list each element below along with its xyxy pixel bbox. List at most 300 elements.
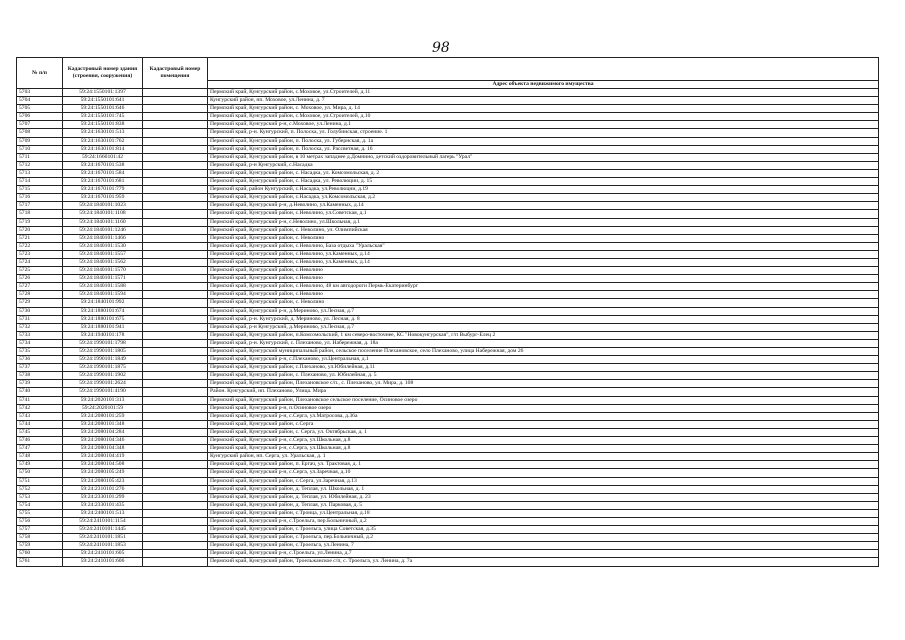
cadastral-number-building: 59:24:1840101:992 — [63, 299, 143, 307]
row-number: 5752 — [17, 485, 63, 493]
property-address: Пермский край, Кунгурский район, с.Насадка, ул.Комсомольская, д.2 — [208, 194, 879, 202]
property-address: Пермский край, Кунгурский район, с.Троельга, пер.Больничный, д.2 — [208, 534, 879, 542]
cadastral-number-building: 59:24:1840101:1557 — [63, 250, 143, 258]
property-address: Пермский край, Кунгурский район, с.Моховое, ул.Строителей, д.10 — [208, 113, 879, 121]
cadastral-number-room — [143, 299, 208, 307]
table-row — [17, 437, 879, 445]
table-row — [17, 412, 879, 420]
row-number: 5705 — [17, 105, 63, 113]
table-row — [17, 283, 879, 291]
cadastral-number-building: 59:24:2020101:313 — [63, 396, 143, 404]
row-number: 5750 — [17, 469, 63, 477]
cadastral-number-building: 59:24:2080105:249 — [63, 469, 143, 477]
cadastral-number-room — [143, 186, 208, 194]
cadastral-number-room — [143, 153, 208, 161]
cadastral-number-room — [143, 404, 208, 412]
table-row — [17, 267, 879, 275]
property-address: Пермский край, Кунгурский р-н, с.Плеханово, ул.Центральная, д.1 — [208, 356, 879, 364]
cadastral-number-building: 59:24:2410101:1154 — [63, 517, 143, 525]
table-row — [17, 339, 879, 347]
property-address: Пермский край, р-н. Кунгурский, с. Плеханово, ул. Набережная, д. 18а — [208, 339, 879, 347]
table-row — [17, 331, 879, 339]
table-row — [17, 315, 879, 323]
cadastral-number-room — [143, 412, 208, 420]
row-number: 5722 — [17, 242, 63, 250]
row-number: 5737 — [17, 364, 63, 372]
cadastral-number-room — [143, 234, 208, 242]
property-address: Пермский край, Кунгурский р-н, с.Неволино, ул.Школьная, д.1 — [208, 218, 879, 226]
property-address: Пермский край, Кунгурский р-н, с.Троельга, ул.Ленина, д.7 — [208, 550, 879, 558]
row-number: 5759 — [17, 542, 63, 550]
property-address: Пермский край, Кунгурский район, с. Насадка, ул. Комсомольская, д. 2 — [208, 169, 879, 177]
table-row — [17, 453, 879, 461]
cadastral-number-building: 59:24:2410101:1445 — [63, 526, 143, 534]
table-row — [17, 461, 879, 469]
row-number: 5711 — [17, 153, 63, 161]
cadastral-number-building: 59:24:1880101:674 — [63, 307, 143, 315]
cadastral-number-room — [143, 97, 208, 105]
cadastral-number-building: 59:24:1550101:838 — [63, 121, 143, 129]
table-row — [17, 485, 879, 493]
cadastral-number-room — [143, 420, 208, 428]
cadastral-number-room — [143, 89, 208, 97]
row-number: 5717 — [17, 202, 63, 210]
property-address: Пермский край, Кунгурский район, с.Неволино — [208, 267, 879, 275]
row-number: 5761 — [17, 558, 63, 566]
table-row — [17, 153, 879, 161]
cadastral-number-building: 59:24:2020101:59 — [63, 404, 143, 412]
table-row — [17, 105, 879, 113]
table-row — [17, 129, 879, 137]
row-number: 5758 — [17, 534, 63, 542]
property-address: Пермский край, р-н Кунгурский, с.Насадка — [208, 161, 879, 169]
cadastral-number-building: 59:24:1670101:681 — [63, 178, 143, 186]
property-address: Пермский край, р-н Кунгурский, д.Мериново, ул.Лесная, д.7 — [208, 323, 879, 331]
property-address: Район. Кунгурский, нп. Плеханово, Улица. Мира — [208, 388, 879, 396]
cadastral-number-building: 59:24:2080104:346 — [63, 437, 143, 445]
cadastral-number-building: 59:24:1630101:513 — [63, 129, 143, 137]
property-address: Пермский край, Кунгурский район, д. Теплая, ул. Юбилейная, д. 23 — [208, 493, 879, 501]
cadastral-number-building: 59:24:1990101:1875 — [63, 364, 143, 372]
table-row — [17, 445, 879, 453]
cadastral-number-building: 59:24:1840101:1562 — [63, 258, 143, 266]
property-address: Пермский край, Кунгурский район, Плехановское сельское поселение, Осиновое озеро — [208, 396, 879, 404]
property-address: Пермский край, Кунгурский район, п.Комсомольский, 1 км северо-восточнее, КС "Новокунгурская", г/п Выбург-Елец 2 — [208, 331, 879, 339]
row-number: 5760 — [17, 550, 63, 558]
header-cad-building: Кадастровый номер здания (строения, сооружения) — [63, 58, 143, 89]
row-number: 5736 — [17, 356, 63, 364]
cadastral-number-room — [143, 558, 208, 566]
cadastral-number-building: 59:24:1670101:538 — [63, 161, 143, 169]
cadastral-number-building: 59:24:1990101:1798 — [63, 339, 143, 347]
row-number: 5749 — [17, 461, 63, 469]
cadastral-number-building: 59:24:2080101:348 — [63, 420, 143, 428]
table-row — [17, 526, 879, 534]
header-num: № п/п — [17, 58, 63, 89]
table-row — [17, 404, 879, 412]
cadastral-number-building: 59:24:2080104:284 — [63, 428, 143, 436]
row-number: 5728 — [17, 291, 63, 299]
table-row — [17, 242, 879, 250]
property-address: Пермский край, Кунгурский район, с.Неволино, 48 км автодороги Пермь-Екатеринбург — [208, 283, 879, 291]
cadastral-number-room — [143, 493, 208, 501]
header-address: Адрес объекта недвижимого имущества — [208, 81, 879, 89]
row-number: 5708 — [17, 129, 63, 137]
table-row — [17, 509, 879, 517]
row-number: 5747 — [17, 445, 63, 453]
property-address: Пермский край, Кунгурский р-н, с.Серга, ул.Заречная, д.10 — [208, 469, 879, 477]
header-address-spacer — [208, 58, 879, 81]
cadastral-number-room — [143, 485, 208, 493]
cadastral-number-building: 59:24:1840101:1246 — [63, 226, 143, 234]
cadastral-number-building: 59:24:1670101:779 — [63, 186, 143, 194]
property-address: Пермский край, Кунгурский район, с.Моховое, ул.Строителей, д.11 — [208, 89, 879, 97]
cadastral-number-room — [143, 517, 208, 525]
table-row — [17, 291, 879, 299]
property-address: Кунгурский район, нп. Моховое, ул.Ленина, д. 7 — [208, 97, 879, 105]
property-address: Пермский край, Кунгурский район, с.Неволино — [208, 291, 879, 299]
table-row — [17, 428, 879, 436]
row-number: 5723 — [17, 250, 63, 258]
table-row — [17, 558, 879, 566]
cadastral-number-room — [143, 113, 208, 121]
cadastral-number-building: 59:24:2330101:299 — [63, 493, 143, 501]
row-number: 5725 — [17, 267, 63, 275]
row-number: 5710 — [17, 145, 63, 153]
table-row — [17, 145, 879, 153]
cadastral-number-building: 59:24:2410101:1853 — [63, 542, 143, 550]
table-row — [17, 501, 879, 509]
cadastral-number-room — [143, 178, 208, 186]
row-number: 5703 — [17, 89, 63, 97]
row-number: 5735 — [17, 348, 63, 356]
cadastral-number-building: 59:24:1880101:941 — [63, 323, 143, 331]
cadastral-number-building: 59:24:2080104:419 — [63, 453, 143, 461]
cadastral-number-building: 59:24:1840101:1588 — [63, 283, 143, 291]
property-address: Пермский край, Кунгурский р-н, с.Троельга, пер.Больничный, д.2 — [208, 517, 879, 525]
table-row — [17, 372, 879, 380]
cadastral-number-building: 59:24:2080105:423 — [63, 477, 143, 485]
cadastral-number-room — [143, 331, 208, 339]
row-number: 5716 — [17, 194, 63, 202]
cadastral-number-room — [143, 218, 208, 226]
property-address: Пермский край, р-н. Кунгурский, п. Полоска, ул. Голубинская, строение. 1 — [208, 129, 879, 137]
row-number: 5757 — [17, 526, 63, 534]
row-number: 5732 — [17, 323, 63, 331]
cadastral-number-room — [143, 477, 208, 485]
cadastral-number-room — [143, 437, 208, 445]
cadastral-number-room — [143, 461, 208, 469]
property-address: Пермский край, Кунгурский район, п. Ергач, ул. Трактовая, д. 1 — [208, 461, 879, 469]
table-row — [17, 178, 879, 186]
table-row — [17, 364, 879, 372]
cadastral-number-room — [143, 445, 208, 453]
table-row — [17, 550, 879, 558]
property-address: Пермский край, Кунгурский район, с.Серга — [208, 420, 879, 428]
table-row — [17, 307, 879, 315]
table-row — [17, 121, 879, 129]
property-address: Пермский край, Кунгурский район, п. Полоска, ул. Рассветная, д. 16 — [208, 145, 879, 153]
cadastral-number-building: 59:24:1550101:745 — [63, 113, 143, 121]
property-address: Пермский край, Кунгурский район, с.Неволино, ул.Каменных, д.14 — [208, 258, 879, 266]
table-row — [17, 89, 879, 97]
row-number: 5726 — [17, 275, 63, 283]
property-address: Пермский край, Кунгурский р-н, д.Неволино, ул.Каменных, д.14 — [208, 202, 879, 210]
cadastral-number-room — [143, 242, 208, 250]
cadastral-number-building: 59:24:1550101:641 — [63, 97, 143, 105]
property-address: Пермский край, Кунгурский р-н, д.Мериново, ул.Лесная, д.7 — [208, 307, 879, 315]
cadastral-number-room — [143, 194, 208, 202]
row-number: 5751 — [17, 477, 63, 485]
row-number: 5745 — [17, 428, 63, 436]
cadastral-number-building: 59:24:2330101:435 — [63, 501, 143, 509]
property-address: Пермский край, р-н. Кунгурский, д. Мериново, ул. Лесная, д. 8 — [208, 315, 879, 323]
row-number: 5755 — [17, 509, 63, 517]
cadastral-number-room — [143, 348, 208, 356]
cadastral-number-room — [143, 550, 208, 558]
row-number: 5715 — [17, 186, 63, 194]
property-address: Пермский край, Кунгурский р-н, с.Серга, ул.Матросова, д.36а — [208, 412, 879, 420]
property-address: Пермский край, Кунгурский район, д. Теплая, ул. Парковая, д. 5 — [208, 501, 879, 509]
property-address: Пермский край, Кунгурский район, с.Троельга, ул.Ленина, 7 — [208, 542, 879, 550]
cadastral-number-room — [143, 307, 208, 315]
cadastral-number-room — [143, 364, 208, 372]
row-number: 5730 — [17, 307, 63, 315]
property-address: Пермский край, Кунгурский район, с.Троица, ул.Центральная, д.18 — [208, 509, 879, 517]
table-row — [17, 234, 879, 242]
cadastral-number-building: 59:24:1940101:178 — [63, 331, 143, 339]
table-row — [17, 218, 879, 226]
table-row — [17, 348, 879, 356]
cadastral-number-room — [143, 275, 208, 283]
page-number: 98 — [432, 40, 450, 56]
row-number: 5709 — [17, 137, 63, 145]
table-row — [17, 477, 879, 485]
table-row — [17, 534, 879, 542]
cadastral-number-building: 59:24:1990101:1805 — [63, 348, 143, 356]
property-address: Пермский край, Кунгурский район, с.Неволино, ул.Каменных, д.14 — [208, 250, 879, 258]
property-address: Кунгурский район, нп. Серга, ул. Уральская, д. 1 — [208, 453, 879, 461]
property-address: Пермский край, Кунгурский район, с.Троельга, улица Советская, д.35 — [208, 526, 879, 534]
property-address: Пермский край, Кунгурский район, в 10 метрах западнее д.Домнино, детский оздоровительный лагерь "Урал" — [208, 153, 879, 161]
table-row — [17, 250, 879, 258]
cadastral-number-room — [143, 161, 208, 169]
table-row — [17, 493, 879, 501]
property-address: Пермский край, Кунгурский район, с. Моховое, ул. Мира, д. 14 — [208, 105, 879, 113]
row-number: 5718 — [17, 210, 63, 218]
cadastral-number-building: 59:24:2410101:1851 — [63, 534, 143, 542]
cadastral-number-room — [143, 250, 208, 258]
table-row — [17, 380, 879, 388]
row-number: 5734 — [17, 339, 63, 347]
property-address: Пермский край, Кунгурский район, с. Насадка, ул. Революции, д. 15 — [208, 178, 879, 186]
table-row — [17, 210, 879, 218]
cadastral-number-room — [143, 453, 208, 461]
cadastral-number-building: 59:24:1840101:1571 — [63, 275, 143, 283]
property-address: Пермский край, Кунгурский р-н, с.Моховое, ул.Ленина, д.1 — [208, 121, 879, 129]
cadastral-number-building: 59:24:2080104:348 — [63, 445, 143, 453]
property-address: Пермский край, Кунгурский район, д. Теплая, ул. Школьная, д. 1 — [208, 485, 879, 493]
property-address: Пермский край, Кунгурский р-н, п.Осиновое озеро — [208, 404, 879, 412]
cadastral-number-room — [143, 267, 208, 275]
cadastral-number-building: 59:24:1840101:1108 — [63, 210, 143, 218]
cadastral-number-room — [143, 526, 208, 534]
table-row — [17, 97, 879, 105]
property-address: Пермский край, Кунгурский район, с.Серга, ул.Заречная, д.13 — [208, 477, 879, 485]
cadastral-number-room — [143, 323, 208, 331]
property-address: Пермский край, Кунгурский р-н, с.Серга, ул.Школьная, д.8 — [208, 437, 879, 445]
cadastral-number-building: 59:24:1990101:4190 — [63, 388, 143, 396]
row-number: 5724 — [17, 258, 63, 266]
cadastral-number-room — [143, 380, 208, 388]
cadastral-number-room — [143, 509, 208, 517]
cadastral-number-building: 59:24:1840101:1466 — [63, 234, 143, 242]
cadastral-number-building: 59:24:1990101:2624 — [63, 380, 143, 388]
property-address: Пермский край, Кунгурский район, с. Плеханово, ул. Юбилейная, д. 5 — [208, 372, 879, 380]
cadastral-number-room — [143, 145, 208, 153]
cadastral-number-room — [143, 372, 208, 380]
table-row — [17, 161, 879, 169]
cadastral-number-room — [143, 469, 208, 477]
row-number: 5748 — [17, 453, 63, 461]
table-row — [17, 275, 879, 283]
table-row — [17, 388, 879, 396]
table-row — [17, 194, 879, 202]
row-number: 5738 — [17, 372, 63, 380]
table-row — [17, 542, 879, 550]
property-address: Пермский край, Кунгурский муниципальный район, сельское поселение Плехановское, село Плеханово, улица Набережная, дом 26 — [208, 348, 879, 356]
cadastral-number-building: 59:24:1670101:584 — [63, 169, 143, 177]
property-registry-table — [16, 57, 879, 567]
cadastral-number-room — [143, 105, 208, 113]
row-number: 5727 — [17, 283, 63, 291]
property-address: Пермский край, район Кунгурский, с.Насадка, ул.Революции, д.19 — [208, 186, 879, 194]
cadastral-number-room — [143, 137, 208, 145]
cadastral-number-building: 59:24:2310101:276 — [63, 485, 143, 493]
cadastral-number-room — [143, 339, 208, 347]
property-address: Пермский край, Кунгурский район, с.Плеханово, ул.Юбилейная, д.11 — [208, 364, 879, 372]
cadastral-number-building: 59:24:1550101:646 — [63, 105, 143, 113]
row-number: 5756 — [17, 517, 63, 525]
row-number: 5754 — [17, 501, 63, 509]
property-address: Пермский край, Кунгурский район, с. Неволино — [208, 299, 879, 307]
row-number: 5739 — [17, 380, 63, 388]
row-number: 5746 — [17, 437, 63, 445]
cadastral-number-building: 59:24:1880101:675 — [63, 315, 143, 323]
row-number: 5704 — [17, 97, 63, 105]
table-row — [17, 186, 879, 194]
property-address: Пермский край, Кунгурский район, с. Неволино, ул. Олимпийская — [208, 226, 879, 234]
cadastral-number-room — [143, 315, 208, 323]
cadastral-number-room — [143, 258, 208, 266]
row-number: 5707 — [17, 121, 63, 129]
row-number: 5721 — [17, 234, 63, 242]
row-number: 5753 — [17, 493, 63, 501]
row-number: 5740 — [17, 388, 63, 396]
property-address: Пермский край, Кунгурский район, с.Неволино — [208, 275, 879, 283]
table-row — [17, 356, 879, 364]
table-row — [17, 299, 879, 307]
cadastral-number-building: 59:24:1630101:762 — [63, 137, 143, 145]
property-address: Пермский край, Кунгурский район, Троельжанское с/п, с. Троельга, ул. Ленина, д. 7а — [208, 558, 879, 566]
cadastral-number-building: 59:24:1670101:959 — [63, 194, 143, 202]
row-number: 5742 — [17, 404, 63, 412]
cadastral-number-building: 59:24:1660101:42 — [63, 153, 143, 161]
cadastral-number-building: 59:24:2410101:606 — [63, 558, 143, 566]
cadastral-number-building: 59:24:1840101:1530 — [63, 242, 143, 250]
row-number: 5713 — [17, 169, 63, 177]
cadastral-number-room — [143, 396, 208, 404]
table-row — [17, 202, 879, 210]
table-row — [17, 258, 879, 266]
property-address: Пермский край, Кунгурский район, с. Неволино — [208, 234, 879, 242]
cadastral-number-room — [143, 291, 208, 299]
table-row — [17, 420, 879, 428]
cadastral-number-room — [143, 542, 208, 550]
table-row — [17, 469, 879, 477]
table-row — [17, 396, 879, 404]
cadastral-number-room — [143, 283, 208, 291]
row-number: 5741 — [17, 396, 63, 404]
cadastral-number-room — [143, 129, 208, 137]
property-address: Пермский край, Кунгурский район, с.Неволино, ул.Советская, д.1 — [208, 210, 879, 218]
cadastral-number-building: 59:24:2400101:513 — [63, 509, 143, 517]
row-number: 5712 — [17, 161, 63, 169]
cadastral-number-building: 59:24:1840101:1594 — [63, 291, 143, 299]
row-number: 5731 — [17, 315, 63, 323]
cadastral-number-building: 59:24:1990101:1902 — [63, 372, 143, 380]
row-number: 5733 — [17, 331, 63, 339]
table-row — [17, 137, 879, 145]
table-row — [17, 226, 879, 234]
cadastral-number-building: 59:24:1990101:1849 — [63, 356, 143, 364]
property-address: Пермский край, Кунгурский район, п. Полоска, ул. Губернская, д. 1а — [208, 137, 879, 145]
header-cad-room: Кадастровый номер помещения — [143, 58, 208, 89]
cadastral-number-building: 59:24:1550101:1397 — [63, 89, 143, 97]
table-row — [17, 323, 879, 331]
cadastral-number-room — [143, 356, 208, 364]
property-address: Пермский край, Кунгурский район, с. Серга, ул. Октябрьская, д. 1 — [208, 428, 879, 436]
row-number: 5743 — [17, 412, 63, 420]
cadastral-number-room — [143, 202, 208, 210]
cadastral-number-room — [143, 388, 208, 396]
row-number: 5729 — [17, 299, 63, 307]
property-address: Пермский край, Кунгурский р-н, с.Серга, ул.Школьная, д.8 — [208, 445, 879, 453]
cadastral-number-room — [143, 210, 208, 218]
row-number: 5744 — [17, 420, 63, 428]
table-row — [17, 113, 879, 121]
table-row — [17, 169, 879, 177]
property-address: Пермский край, Кунгурский район, с.Неволино, База отдыха "Уральская" — [208, 242, 879, 250]
cadastral-number-room — [143, 226, 208, 234]
row-number: 5706 — [17, 113, 63, 121]
cadastral-number-room — [143, 121, 208, 129]
cadastral-number-room — [143, 428, 208, 436]
table-body — [17, 89, 879, 567]
table-row — [17, 517, 879, 525]
cadastral-number-building: 59:24:2080104:508 — [63, 461, 143, 469]
property-address: Пермский край, Кунгурский район, Плехановское с/п., с. Плеханово, ул. Мира, д. 108 — [208, 380, 879, 388]
row-number: 5714 — [17, 178, 63, 186]
row-number: 5720 — [17, 226, 63, 234]
cadastral-number-building: 59:24:2410101:605 — [63, 550, 143, 558]
cadastral-number-room — [143, 501, 208, 509]
cadastral-number-building: 59:24:1630101:814 — [63, 145, 143, 153]
cadastral-number-building: 59:24:1840101:1023 — [63, 202, 143, 210]
row-number: 5719 — [17, 218, 63, 226]
cadastral-number-building: 59:24:2080101:259 — [63, 412, 143, 420]
cadastral-number-room — [143, 534, 208, 542]
